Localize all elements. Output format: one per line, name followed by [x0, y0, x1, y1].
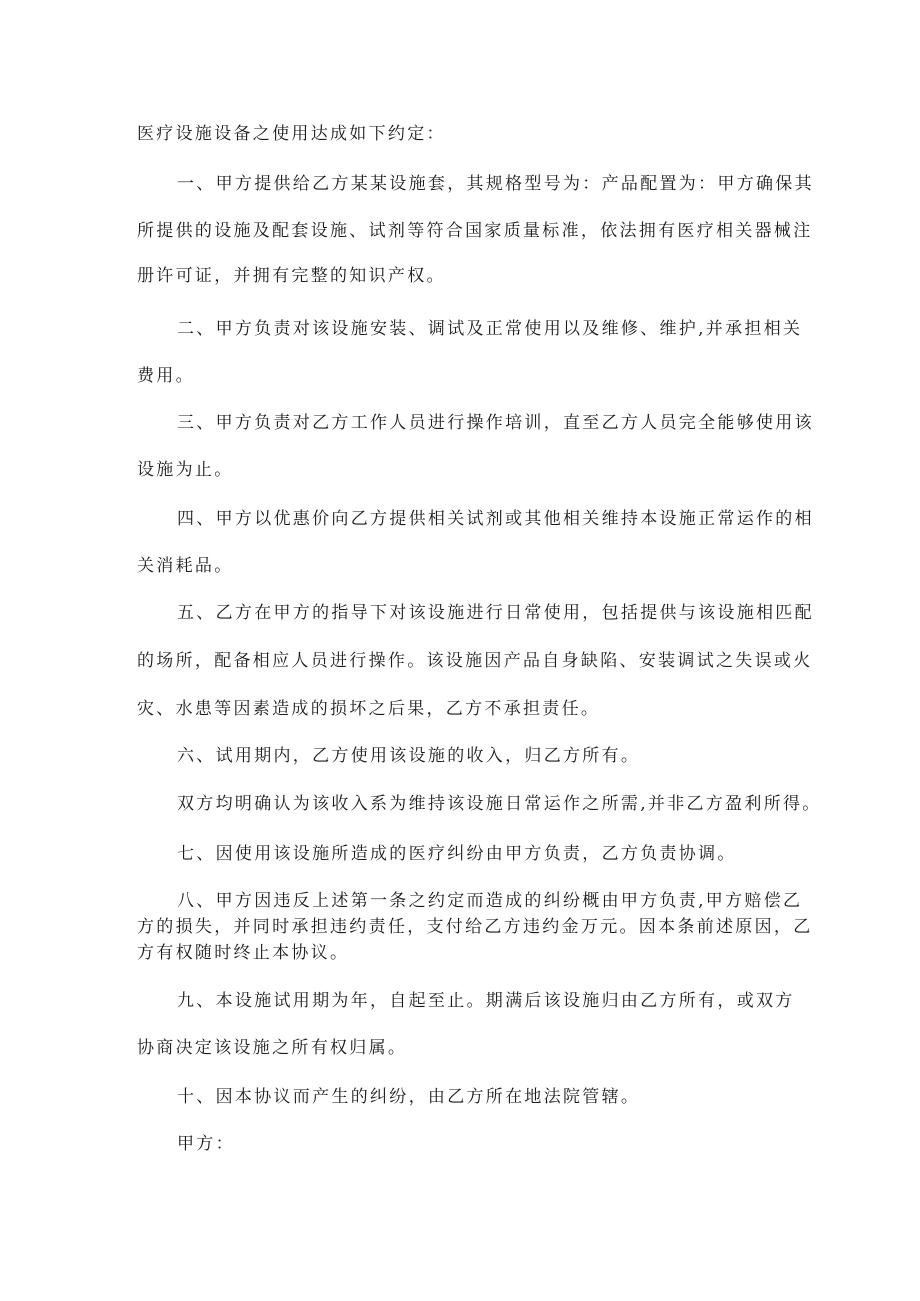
clause-5-line: 灾、水患等因素造成的损坏之后果，乙方不承担责任。	[137, 699, 601, 719]
clause-8-line: 方有权随时终止本协议。	[137, 943, 350, 963]
clause-3-line: 三、甲方负责对乙方工作人员进行操作培训，直至乙方人员完全能够使用该	[177, 413, 814, 433]
clause-8-line: 八、甲方因违反上述第一条之约定而造成的纠纷概由甲方负责,甲方赔偿乙	[177, 891, 803, 911]
clause-8-line: 方的损失，并同时承担违约责任，支付给乙方违约金万元。因本条前述原因，乙	[137, 917, 813, 937]
clause-5-line: 五、乙方在甲方的指导下对该设施进行日常使用，包括提供与该设施相匹配	[177, 603, 814, 623]
clause-6-line: 六、试用期内，乙方使用该设施的收入，归乙方所有。	[177, 746, 641, 766]
party-a-signature-label: 甲方：	[177, 1134, 235, 1154]
clause-1-line: 所提供的设施及配套设施、试剂等符合国家质量标准，依法拥有医疗相关器械注	[137, 221, 813, 241]
clause-4-line: 关消耗品。	[137, 556, 234, 576]
clause-6-line: 双方均明确认为该收入系为维持该设施日常运作之所需,并非乙方盈利所得。	[177, 794, 822, 814]
clause-5-line: 的场所，配备相应人员进行操作。该设施因产品自身缺陷、安装调试之失误或火	[137, 651, 813, 671]
clause-1-line: 册许可证，并拥有完整的知识产权。	[137, 266, 446, 286]
clause-9-line: 协商决定该设施之所有权归属。	[137, 1038, 408, 1058]
clause-1-line: 一、甲方提供给乙方某某设施套，其规格型号为：产品配置为：甲方确保其	[177, 174, 814, 194]
clause-2-line: 费用。	[137, 366, 195, 386]
clause-10-line: 十、因本协议而产生的纠纷，由乙方所在地法院管辖。	[177, 1087, 641, 1107]
clause-2-line: 二、甲方负责对该设施安装、调试及正常使用以及维修、维护,并承担相关	[177, 319, 803, 339]
clause-7-line: 七、因使用该设施所造成的医疗纠纷由甲方负责，乙方负责协调。	[177, 844, 737, 864]
clause-3-line: 设施为止。	[137, 460, 234, 480]
text-line: 医疗设施设备之使用达成如下约定：	[137, 124, 446, 144]
clause-4-line: 四、甲方以优惠价向乙方提供相关试剂或其他相关维持本设施正常运作的相	[177, 509, 814, 529]
clause-9-line: 九、本设施试用期为年，自起至止。期满后该设施归由乙方所有，或双方	[177, 991, 795, 1011]
